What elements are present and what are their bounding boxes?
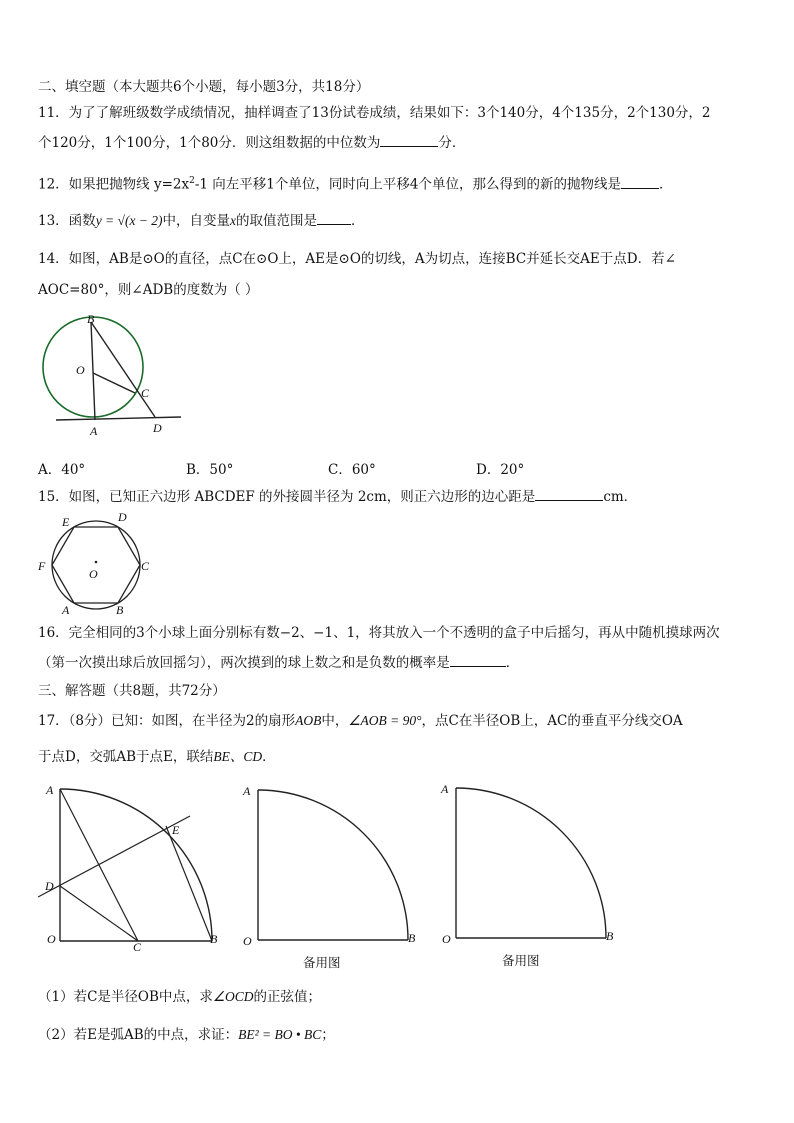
q17-sub1-pre: （1）若C是半径OB中点，求 bbox=[38, 989, 213, 1005]
q16-line2 bbox=[38, 654, 519, 672]
q14-line1: 14．如图，AB是⊙O的直径，点C在⊙O上，AE是⊙O的切线，A为切点，连接BC并延长交AE于点D．若∠ bbox=[38, 251, 676, 267]
q15-text-pre: 15．如图，已知正六边形 ABCDEF 的外接圆半径为 2cm，则正六边形的边心距是 bbox=[38, 489, 536, 505]
q14-diameter-ab bbox=[91, 322, 95, 420]
q17-spare1-label-a: A bbox=[243, 784, 251, 798]
q15-answer-blank[interactable] bbox=[535, 488, 603, 501]
q17-spare2-label-b: B bbox=[606, 929, 614, 943]
q17-spare1-label-o: O bbox=[243, 934, 252, 948]
q17-segment-cd bbox=[60, 886, 138, 941]
q14-tangent-line bbox=[56, 417, 181, 420]
q12-text-post: ． bbox=[658, 176, 673, 193]
q11-line1: 11．为了了解班级数学成绩情况，抽样调查了13份试卷成绩，结果如下：3个140分，4个135分，2个130分，2 bbox=[38, 105, 711, 121]
q16-line1: 16．完全相同的3个小球上面分别标有数−2、−1、1，将其放入一个不透明的盒子中后摇匀，再从中随机摸球两次 bbox=[38, 625, 720, 641]
q13-variable: x bbox=[230, 213, 237, 228]
q14-line-bd bbox=[91, 322, 155, 417]
q17-text-post: ，点C在半径OB上，AC的垂直平分线交OA bbox=[421, 713, 683, 729]
q14-option-a[interactable]: A．40° bbox=[38, 462, 86, 478]
q17-label-e: E bbox=[172, 823, 180, 837]
q12-text-mid: -1 向左平移1个单位，同时向上平移4个单位，那么得到的新的抛物线是 bbox=[194, 176, 621, 193]
q17-spare2-arc bbox=[456, 788, 606, 938]
q17-label-o: O bbox=[47, 932, 56, 946]
q12-text-pre: 12．如果把抛物线 y=2x bbox=[38, 176, 190, 193]
q17-angle: ∠AOB = 90° bbox=[348, 713, 422, 728]
q17-spare-figure-1 bbox=[240, 780, 425, 952]
q14-radius-oc bbox=[93, 373, 135, 393]
q12-answer-blank[interactable] bbox=[621, 176, 659, 189]
q15-line bbox=[38, 488, 637, 506]
q17-spare-caption-2: 备用图 bbox=[502, 953, 540, 968]
q15-label-f: F bbox=[38, 559, 46, 573]
q17-sub1-post: 的正弦值； bbox=[253, 989, 322, 1005]
q17-spare1-label-b: B bbox=[408, 931, 416, 945]
q13-text-pre: 13．函数 bbox=[38, 213, 96, 229]
q15-circumcircle bbox=[52, 521, 140, 609]
q17-spare2-label-o: O bbox=[442, 932, 451, 946]
q17-spare-figure-2 bbox=[438, 778, 623, 950]
q17-sector-name: AOB bbox=[295, 713, 322, 728]
q11-answer-blank[interactable] bbox=[380, 134, 438, 147]
q13-text-mid: 中，自变量 bbox=[162, 213, 231, 229]
q17-sub2 bbox=[38, 1026, 335, 1044]
q17-main-figure bbox=[38, 780, 233, 952]
q16-answer-blank[interactable] bbox=[450, 654, 506, 667]
q17-label-a: A bbox=[46, 783, 54, 797]
q17-label-c: C bbox=[133, 940, 142, 952]
q14-label-o: O bbox=[76, 363, 85, 377]
q15-text-post: cm． bbox=[603, 489, 638, 505]
q11-line2-text: 个120分，1个100分，1个80分．则这组数据的中位数为 bbox=[38, 135, 381, 151]
q14-label-a: A bbox=[90, 424, 98, 438]
q11-line2 bbox=[38, 134, 465, 152]
q13-answer-blank[interactable] bbox=[317, 212, 351, 225]
q12-exponent: 2 bbox=[189, 176, 195, 186]
q15-label-o: O bbox=[89, 567, 98, 581]
q17-sub2-post: ； bbox=[321, 1027, 335, 1043]
q14-option-c[interactable]: C．60° bbox=[328, 462, 376, 478]
q17-segment-be bbox=[166, 826, 212, 941]
q17-sub1 bbox=[38, 988, 321, 1006]
q17-line2 bbox=[38, 748, 276, 766]
q17-sub2-formula: BE² = BO • BC bbox=[238, 1027, 322, 1042]
q15-label-c: C bbox=[141, 559, 150, 573]
q17-line2-segments: BE、CD bbox=[213, 749, 263, 764]
q15-label-b: B bbox=[116, 603, 124, 617]
q17-spare2-label-a: A bbox=[441, 782, 449, 796]
q14-option-b[interactable]: B．50° bbox=[186, 462, 234, 478]
q13-text-mid2: 的取值范围是 bbox=[236, 213, 318, 229]
q15-hexagon-figure bbox=[34, 508, 164, 620]
q15-label-e: E bbox=[62, 515, 70, 529]
section-heading-solutions: 三、解答题（共8题，共72分） bbox=[38, 683, 226, 699]
q17-text-mid: 中， bbox=[321, 713, 349, 729]
q17-arc-ab bbox=[60, 789, 212, 941]
q14-label-b: B bbox=[87, 312, 95, 326]
q13-text-post: ． bbox=[351, 213, 365, 229]
section-heading-fill-in: 二、填空题（本大题共6个小题，每小题3分，共18分） bbox=[38, 79, 370, 95]
q14-line2: AOC=80°，则∠ADB的度数为（ ） bbox=[38, 282, 259, 298]
q14-label-d: D bbox=[153, 421, 162, 435]
q14-circle-figure bbox=[38, 308, 198, 440]
q14-option-d[interactable]: D．20° bbox=[476, 462, 525, 478]
q12-line bbox=[38, 172, 672, 194]
q16-text-post: ． bbox=[505, 655, 520, 671]
q15-center-dot bbox=[95, 561, 98, 564]
q14-label-c: C bbox=[141, 386, 150, 400]
q17-line1 bbox=[38, 712, 683, 730]
q17-label-d: D bbox=[45, 879, 54, 893]
q15-label-d: D bbox=[118, 510, 127, 524]
q15-hexagon bbox=[52, 527, 140, 603]
q17-spare1-arc bbox=[258, 790, 408, 940]
q17-line2-pre: 于点D，交弧AB于点E，联结 bbox=[38, 749, 214, 765]
q16-text-pre: （第一次摸出球后放回摇匀），两次摸到的球上数之和是负数的概率是 bbox=[38, 655, 450, 671]
q17-sub1-angle: ∠OCD bbox=[212, 989, 254, 1004]
q15-label-a: A bbox=[62, 603, 70, 617]
q17-text-pre: 17．（8分）已知：如图，在半径为2的扇形 bbox=[38, 713, 296, 729]
q17-sub2-pre: （2）若E是弧AB的中点，求证： bbox=[38, 1027, 239, 1043]
q17-label-b: B bbox=[210, 932, 218, 946]
q17-spare-caption-1: 备用图 bbox=[303, 955, 341, 970]
q17-line2-post: ． bbox=[262, 749, 276, 765]
q13-line bbox=[38, 212, 365, 230]
q13-formula: y = √(x − 2) bbox=[95, 213, 163, 228]
q11-line2-end: 分． bbox=[438, 135, 466, 151]
